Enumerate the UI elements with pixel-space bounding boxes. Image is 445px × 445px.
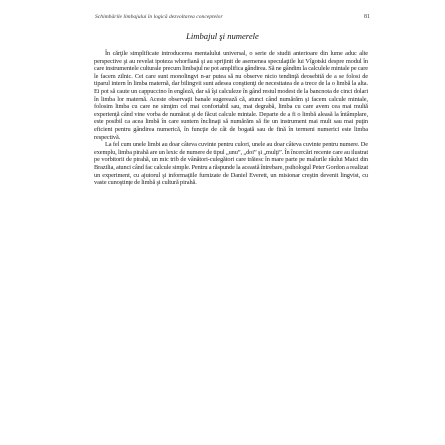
paragraph: În cărţile simplificate introducerea mentalului universal, o serie de studii anterioare din lume aduc alte perspective şi au revelat ipoteza whorfiană şi au sprijinit de asemenea speculaţiile lui Vîgotski despre modul în care instrumentele culturale precum limbajul ne pot amplifica gândirea. Să ne gândim la calculele mintale pe care le facem zilnic. Cei care sunt monolingvi n-ar putea să nu observe nicio tendinţă deosebită de a se folosi de tiparul intern în limba maternă, dar bilingvii sunt adesea conştienţi de necesitatea de a trece de la o limbă la alta. Ei pot să caute un cappuccino în engleză, dar să îşi calculeze în gând restul modest de la bancnota de cinci dolari în limba lor maternă. Aceste observaţii banale sugerează că, atunci când numărăm şi facem calcule mintale, folosim limba cu care ne simţim cel mai confortabil sau, mai degrabă, limba cu care avem cea mai multă experienţă când vine vorba de numărat şi de făcut calcule mintale. Departe de a fi o limbă aleasă la întâmplare, este posibil ca acea limbă în care suntem înclinaţi să numărăm să fie un instrument mai mult sau mai puţin eficient pentru gândirea numerică, în funcţie de cât de bogată sau de fină în termeni numerici este limba respectivă. <box>94 50 368 141</box>
body-text <box>94 50 368 187</box>
paragraph: La fel cum unele limbi au doar câteva cuvinte pentru culori, unele au doar câteva cuvinte pentru numere. De exemplu, limba pirahă are un lexic de numere de tipul „unu”, „doi” şi „mulţi”. În încercări recente care au ilustrat pe vorbitorii de pirahă, un mic trib de vânători-culegători care trăiesc în mare parte pe malurile râului Maici din Brazilia, atunci când fac calcule simple. Pentru a răspunde la această întrebare, psihologul Peter Gordon a realizat un experiment, cu ajutorul şi informaţiile furnizate de Daniel Everett, un misionar creştin devenit lingvist, cu vaste cunoştinţe de limbă şi cultură pirahă. <box>94 141 368 187</box>
running-head-title: Schimbările limbajului în logică dezvoltarea conceptelor <box>95 14 223 20</box>
running-header <box>95 14 370 20</box>
page-number: 81 <box>364 14 370 20</box>
chapter-title: Limbajul şi numerele <box>186 31 259 41</box>
